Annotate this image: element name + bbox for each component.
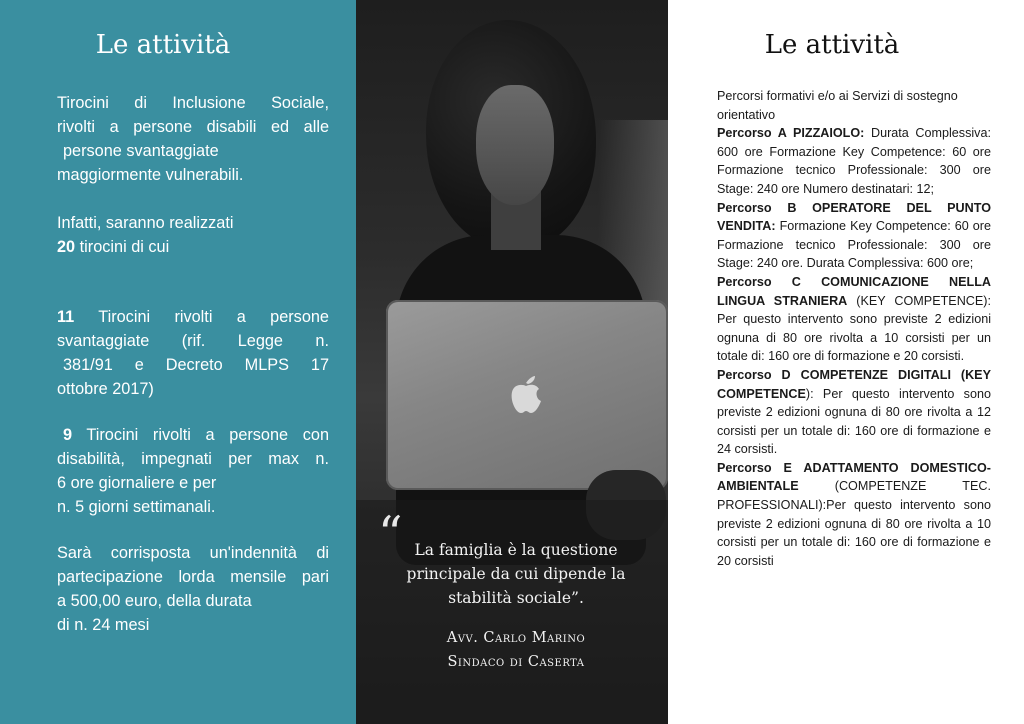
right-panel bbox=[668, 0, 1024, 724]
course-a bbox=[717, 124, 991, 198]
photo-panel bbox=[356, 0, 668, 724]
apple-logo-icon bbox=[508, 371, 544, 415]
left-p1-line: persone svantaggiate bbox=[63, 142, 219, 160]
quote-author-name: Avv. Carlo Marino bbox=[446, 630, 586, 646]
quote-author-role: Sindaco di Caserta bbox=[447, 654, 585, 670]
left-p1-line: Tirocini di Inclusione Sociale, bbox=[57, 94, 329, 112]
left-title: Le attività bbox=[95, 30, 231, 60]
left-p3-line: svantaggiate (rif. Legge n. bbox=[57, 332, 329, 350]
course-a-text: Durata Complessiva: 600 ore Formazione Key Competence: 60 ore Formazione tecnico Professionale: 300 ore Stage: 240 ore Numero destinatari: 12; bbox=[717, 126, 991, 196]
course-e-heading: Percorso E ADATTAMENTO DOMESTICO-AMBIENTALE bbox=[717, 460, 991, 494]
course-b-heading: Percorso B OPERATORE DEL PUNTO VENDITA: bbox=[717, 200, 991, 234]
left-p3-line: 381/91 e Decreto MLPS 17 bbox=[63, 356, 329, 374]
course-d-text: ): Per questo intervento sono previste 2 edizioni ognuna di 80 ore rivolta a 12 corsisti per un totale di: 160 ore di formazione e 24 corsisti. bbox=[717, 386, 991, 457]
course-c bbox=[717, 273, 991, 366]
left-p4-line: 6 ore giornaliere e per bbox=[57, 474, 217, 492]
left-body bbox=[57, 91, 329, 637]
left-p3-text: Tirocini rivolti a persone bbox=[74, 308, 329, 326]
left-p1-line: rivolti a persone disabili ed alle bbox=[57, 118, 329, 136]
right-title: Le attività bbox=[764, 30, 900, 60]
course-e bbox=[717, 459, 991, 571]
left-p2-line bbox=[57, 235, 329, 259]
left-p3-number: 11 bbox=[57, 308, 75, 326]
right-body bbox=[717, 87, 991, 570]
left-p4-line: disabilità, impegnati per max n. bbox=[57, 450, 329, 468]
course-b bbox=[717, 199, 991, 273]
left-p1-line: maggiormente vulnerabili. bbox=[57, 166, 244, 184]
course-c-heading: Percorso C COMUNICAZIONE NELLA LINGUA STRANIERA bbox=[717, 274, 991, 308]
left-p3-line: ottobre 2017) bbox=[57, 380, 154, 398]
woman-face bbox=[476, 85, 554, 205]
photo-shade bbox=[356, 500, 668, 724]
left-p2-text: tirocini di cui bbox=[75, 238, 170, 256]
left-p4-number: 9 bbox=[63, 426, 73, 444]
left-p4-line bbox=[57, 423, 329, 447]
left-p4-text: Tirocini rivolti a persone con bbox=[72, 426, 329, 444]
left-panel bbox=[0, 0, 356, 724]
left-p5-line: partecipazione lorda mensile pari bbox=[57, 568, 329, 586]
left-p5-line: di n. 24 mesi bbox=[57, 616, 150, 634]
course-c-text: (KEY COMPETENCE): Per questo intervento sono previste 2 edizioni ognuna di 80 ore rivolta a 10 corsisti per un totale di: 160 ore di formazione e 20 corsisti. bbox=[717, 293, 991, 364]
left-p4-line: n. 5 giorni settimanali. bbox=[57, 498, 216, 516]
left-p2-number: 20 bbox=[57, 238, 76, 256]
quote-mark-icon: “ bbox=[378, 506, 403, 562]
course-d bbox=[717, 366, 991, 459]
course-d-heading: Percorso D COMPETENZE DIGITALI (KEY COMPETENCE bbox=[717, 367, 991, 401]
left-p3-line bbox=[57, 305, 329, 329]
left-p2-line: Infatti, saranno realizzati bbox=[57, 214, 234, 232]
course-e-text: (COMPETENZE TEC. PROFESSIONALI):Per questo intervento sono previste 2 edizioni ognuna di 80 ore rivolta a 10 corsisti per un totale di: 160 ore di formazione e 20 corsisti bbox=[717, 479, 991, 568]
course-a-heading: Percorso A PIZZAIOLO: bbox=[717, 126, 865, 141]
left-p5-line: a 500,00 euro, della durata bbox=[57, 592, 252, 610]
course-b-text: Formazione Key Competence: 60 ore Formazione tecnico Professionale: 300 ore Stage: 240 ore. Durata Complessiva: 600 ore; bbox=[717, 219, 991, 271]
left-p5-line: Sarà corrisposta un'indennità di bbox=[57, 544, 329, 562]
right-intro: Percorsi formativi e/o ai Servizi di sostegno orientativo bbox=[717, 89, 958, 122]
quote-text: La famiglia è la questione principale da cui dipende la stabilità sociale”. bbox=[406, 541, 626, 607]
